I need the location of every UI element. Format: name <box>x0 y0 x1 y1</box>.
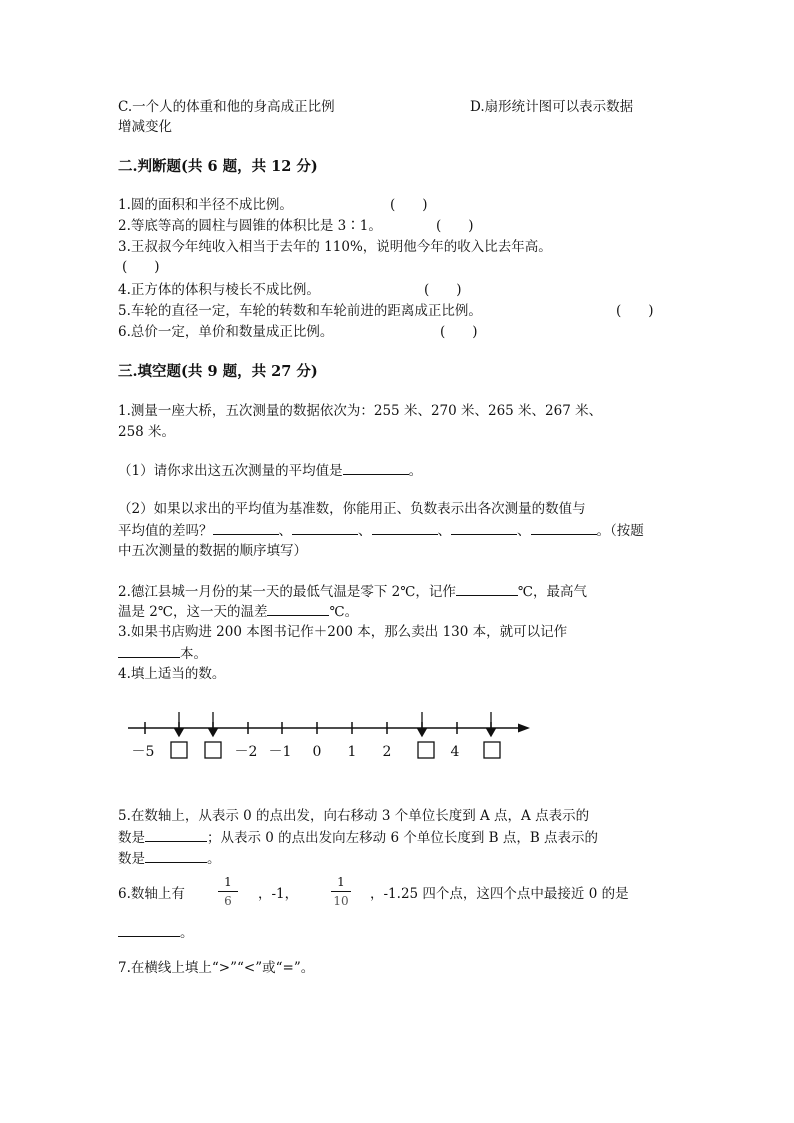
judge-q4-text: 4.正方体的体积与棱长不成比例。 <box>118 282 320 298</box>
fill-q2-text-a: 2.德江县城一月份的某一天的最低气温是零下 2℃，记作 <box>118 584 456 600</box>
fraction-one-tenth-num: 1 <box>337 875 345 889</box>
judge-q5-paren[interactable]: ( ) <box>616 303 654 319</box>
judge-q2 <box>118 216 382 236</box>
judge-q3-paren[interactable]: ( ) <box>122 259 160 275</box>
fill-q3-line2 <box>118 643 207 664</box>
sep-3: 、 <box>437 523 451 539</box>
fill-q1-line2: 258 米。 <box>118 424 176 440</box>
option-c: C.一个人的体重和他的身高成正比例 <box>118 99 335 115</box>
judge-q3-text: 3.王叔叔今年纯收入相当于去年的 110%，说明他今年的收入比去年高。 <box>118 239 552 255</box>
label-1: 1 <box>347 744 357 760</box>
diff-blank-1[interactable] <box>213 520 279 535</box>
fill-q2-text-d: ℃。 <box>329 604 359 620</box>
fill-q6-text-a: 6.数轴上有 <box>118 886 185 902</box>
pointer-neg4-head <box>175 729 183 736</box>
judge-q2-text: 2.等底等高的圆柱与圆锥的体积比是 3∶1。 <box>118 218 382 234</box>
option-d: D.扇形统计图可以表示数据 <box>470 99 634 115</box>
fill-q6-end: 。 <box>180 925 194 941</box>
diff-blank-3[interactable] <box>372 520 438 535</box>
fill-q7-text: 7.在横线上填上“>”“<”或“=”。 <box>118 960 315 976</box>
diff-blank-2[interactable] <box>292 520 358 535</box>
fraction-bar <box>331 891 351 892</box>
fill-q5-text-c: 数是 <box>118 851 145 867</box>
fill-q6-blank[interactable] <box>118 922 180 937</box>
pointer-5-head <box>487 729 495 736</box>
fill-q3-line1: 3.如果书店购进 200 本图书记作＋200 本，那么卖出 130 本，就可以记作 <box>118 624 568 640</box>
fill-q1-sub1 <box>118 460 422 481</box>
answer-box-neg3[interactable] <box>205 742 221 758</box>
label-neg1: －1 <box>268 744 292 760</box>
fill-q5-line2 <box>118 827 598 848</box>
fill-q2-line1 <box>118 581 587 602</box>
fill-q2-text-c: 温是 2℃，这一天的温差 <box>118 604 268 620</box>
number-line-arrow <box>518 724 530 733</box>
judge-q6-paren[interactable]: ( ) <box>440 324 478 340</box>
fill-q2-blank-1[interactable] <box>456 581 518 596</box>
fraction-one-sixth <box>216 874 240 909</box>
fraction-one-tenth <box>329 874 353 909</box>
fill-q5-text-a: 数是 <box>118 830 145 846</box>
fraction-bar <box>218 891 238 892</box>
judge-q1-paren[interactable]: ( ) <box>390 197 428 213</box>
fill-q3-text-b: 本。 <box>180 646 207 662</box>
label-neg2: －2 <box>234 744 258 760</box>
fill-q6-text-c: ，-1.25 四个点，这四个点中最接近 0 的是 <box>370 886 629 902</box>
fill-q2-blank-2[interactable] <box>267 601 329 616</box>
fill-q4-text: 4.填上适当的数。 <box>118 666 226 682</box>
answer-box-neg4[interactable] <box>171 742 187 758</box>
judge-q2-paren[interactable]: ( ) <box>436 218 474 234</box>
fill-q5-text-d: 。 <box>207 851 221 867</box>
judge-q6-text: 6.总价一定，单价和数量成正比例。 <box>118 324 334 340</box>
fill-q2-text-b: ℃，最高气 <box>517 584 587 600</box>
fill-q1-sub2-line1: （2）如果以求出的平均值为基准数，你能用正、负数表示出各次测量的数值与 <box>118 501 586 517</box>
sep-2: 、 <box>358 523 372 539</box>
sep-4: 、 <box>517 523 531 539</box>
number-line <box>118 710 538 766</box>
judge-q1-text: 1.圆的面积和半径不成比例。 <box>118 197 293 213</box>
judge-q1 <box>118 195 293 215</box>
label-4: 4 <box>450 744 460 760</box>
fill-q1-sub1-end: 。 <box>408 463 423 479</box>
diff-blank-4[interactable] <box>451 520 517 535</box>
fill-q5-blank-1[interactable] <box>145 827 207 842</box>
fill-q1-sub2-line3: 中五次测量的数据的顺序填写） <box>118 543 307 559</box>
fraction-one-sixth-num: 1 <box>224 875 232 889</box>
fill-q1-sub2-text: 平均值的差吗？ <box>118 523 213 539</box>
fill-q1-sub2-line2 <box>118 520 644 541</box>
fill-q1-sub1-blank[interactable] <box>343 460 409 475</box>
judge-q4-paren[interactable]: ( ) <box>424 282 462 298</box>
label-2: 2 <box>382 744 392 760</box>
fill-q2-line2 <box>118 601 358 622</box>
fill-q1-sub1-text: （1）请你求出这五次测量的平均值是 <box>118 463 343 479</box>
fraction-one-tenth-den: 10 <box>333 894 349 908</box>
fill-q3-blank[interactable] <box>118 643 180 658</box>
section-2-title: 二.判断题(共 6 题，共 12 分) <box>118 158 318 175</box>
section-3-title: 三.填空题(共 9 题，共 27 分) <box>118 363 318 380</box>
sep-1: 、 <box>278 523 292 539</box>
diff-blank-5[interactable] <box>531 520 597 535</box>
pointer-neg3-head <box>209 729 217 736</box>
fill-q6-text-b: ，-1， <box>258 886 299 902</box>
fill-q6-line2 <box>118 922 194 943</box>
fill-q5-line3 <box>118 848 221 869</box>
fill-q5-text-b: ；从表示 0 的点出发向左移动 6 个单位长度到 B 点，B 点表示的 <box>207 830 599 846</box>
label-neg5: －5 <box>131 744 155 760</box>
option-d-continued: 增减变化 <box>118 119 172 135</box>
fill-q1-line1: 1.测量一座大桥，五次测量的数据依次为：255 米、270 米、265 米、267 米、 <box>118 403 603 419</box>
label-0: 0 <box>312 744 322 760</box>
fill-q5-blank-2[interactable] <box>145 848 207 863</box>
fill-q1-sub2-tail: 。（按题 <box>596 523 644 539</box>
fill-q5-line1: 5.在数轴上，从表示 0 的点出发，向右移动 3 个单位长度到 A 点，A 点表示的 <box>118 808 590 824</box>
pointer-3-head <box>418 729 426 736</box>
judge-q5-text: 5.车轮的直径一定，车轮的转数和车轮前进的距离成正比例。 <box>118 303 482 319</box>
fraction-one-sixth-den: 6 <box>224 894 232 908</box>
answer-box-3[interactable] <box>418 742 434 758</box>
answer-box-5[interactable] <box>484 742 500 758</box>
